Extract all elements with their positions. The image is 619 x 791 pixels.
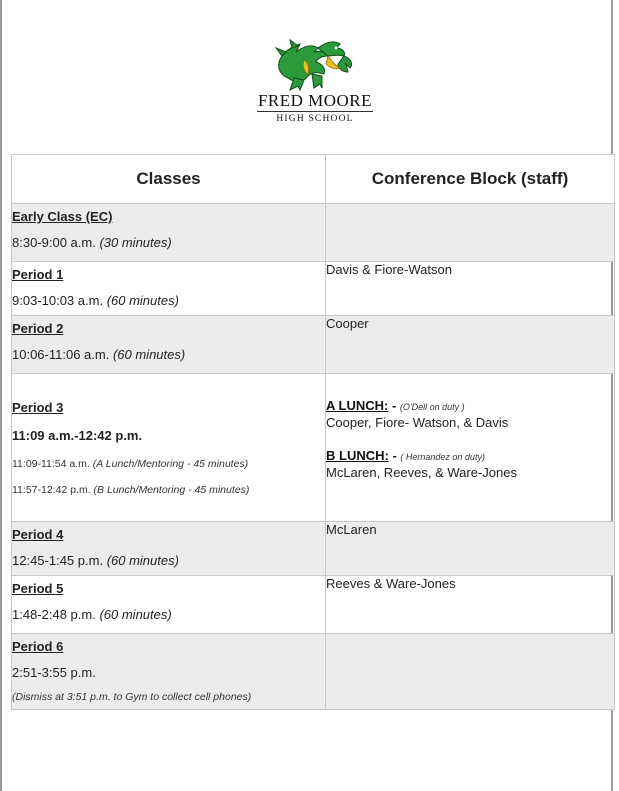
staff-cell: Davis & Fiore-Watson bbox=[326, 262, 615, 316]
a-lunch-staff: Cooper, Fiore- Watson, & Davis bbox=[326, 415, 509, 430]
class-cell bbox=[12, 576, 326, 634]
period-label: Period 1 bbox=[12, 267, 64, 282]
sub-time-value: 11:09-11:54 a.m. bbox=[12, 457, 90, 470]
b-lunch-heading: B LUNCH: - ( Hernandez on duty) bbox=[326, 448, 485, 463]
period-label: Early Class (EC) bbox=[12, 209, 113, 224]
period-time-value: 12:45-1:45 p.m. bbox=[12, 553, 104, 568]
table-row bbox=[12, 204, 615, 262]
period-time bbox=[12, 235, 325, 250]
a-lunch-heading: A LUNCH: - (O'Dell on duty ) bbox=[326, 398, 465, 413]
table-row bbox=[12, 522, 615, 576]
period-label: Period 6 bbox=[12, 639, 64, 654]
dismissal-note-text: (Dismiss at 3:51 p.m. to Gym to collect cell phones) bbox=[12, 691, 252, 703]
sub-time-note: (B Lunch/Mentoring - 45 minutes) bbox=[93, 483, 250, 496]
period-time-value: 9:03-10:03 a.m. bbox=[12, 293, 104, 308]
period-label: Period 5 bbox=[12, 581, 64, 596]
period-time-value: 10:06-11:06 a.m. bbox=[12, 347, 110, 362]
staff-cell: Reeves & Ware-Jones bbox=[326, 576, 615, 634]
table-row bbox=[12, 634, 615, 710]
table-row bbox=[12, 262, 615, 316]
period-time-value: 1:48-2:48 p.m. bbox=[12, 607, 96, 622]
table-row bbox=[12, 576, 615, 634]
period-duration: (60 minutes) bbox=[112, 347, 186, 362]
period-time bbox=[12, 347, 325, 362]
class-cell bbox=[12, 262, 326, 316]
period-time: 11:09 a.m.-12:42 p.m. bbox=[12, 427, 143, 443]
school-logo bbox=[250, 38, 380, 128]
sub-time-note: (A Lunch/Mentoring - 45 minutes) bbox=[92, 457, 249, 470]
sub-time-value: 11:57-12:42 p.m. bbox=[12, 483, 91, 496]
period-sub-time bbox=[12, 458, 325, 470]
class-cell bbox=[12, 316, 326, 374]
period-time bbox=[12, 553, 325, 568]
b-lunch-note: ( Hernandez on duty) bbox=[400, 452, 485, 462]
staff-cell: McLaren bbox=[326, 522, 615, 576]
school-subtitle: HIGH SCHOOL bbox=[276, 114, 354, 124]
dismissal-note bbox=[12, 691, 325, 703]
staff-cell bbox=[326, 204, 615, 262]
period-duration: (60 minutes) bbox=[106, 293, 179, 308]
b-lunch-staff: McLaren, Reeves, & Ware-Jones bbox=[326, 465, 517, 480]
staff-cell bbox=[326, 374, 615, 522]
staff-cell bbox=[326, 634, 615, 710]
period-sub-time bbox=[12, 484, 325, 496]
b-lunch-label: B LUNCH: bbox=[326, 448, 389, 463]
period-time bbox=[12, 293, 325, 308]
table-header-row bbox=[12, 155, 615, 204]
table-row bbox=[12, 374, 615, 522]
period-time: 2:51-3:55 p.m. bbox=[12, 665, 96, 680]
table-row bbox=[12, 316, 615, 374]
period-label: Period 4 bbox=[12, 527, 64, 542]
class-cell bbox=[12, 374, 326, 522]
period-duration: (60 minutes) bbox=[106, 553, 179, 568]
period-duration: (30 minutes) bbox=[99, 235, 172, 250]
school-name: FRED MOORE bbox=[257, 91, 373, 110]
dragon-mascot-icon bbox=[274, 38, 356, 92]
header-classes: Classes bbox=[12, 155, 326, 204]
school-name-rule bbox=[257, 111, 373, 112]
a-lunch-note: (O'Dell on duty ) bbox=[399, 402, 465, 412]
class-cell bbox=[12, 204, 326, 262]
bell-schedule-table bbox=[11, 154, 615, 710]
staff-cell: Cooper bbox=[326, 316, 615, 374]
class-cell bbox=[12, 634, 326, 710]
period-label: Period 3 bbox=[12, 399, 64, 415]
period-label: Period 2 bbox=[12, 321, 64, 336]
period-duration: (60 minutes) bbox=[99, 607, 172, 622]
period-time-value: 8:30-9:00 a.m. bbox=[12, 235, 96, 250]
header-conference: Conference Block (staff) bbox=[326, 155, 615, 204]
class-cell bbox=[12, 522, 326, 576]
a-lunch-label: A LUNCH: bbox=[326, 398, 389, 413]
period-time bbox=[12, 607, 325, 622]
